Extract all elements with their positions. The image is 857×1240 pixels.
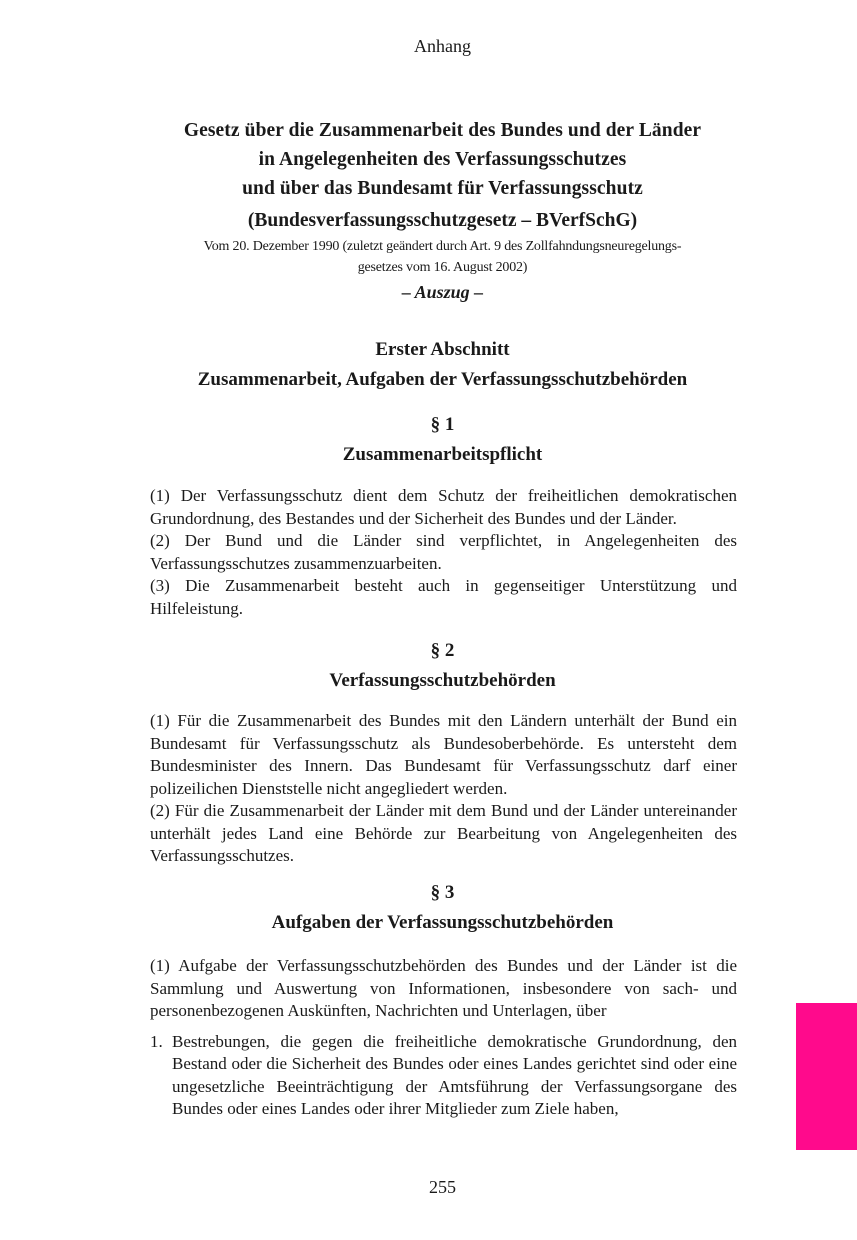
list-item bbox=[150, 1031, 737, 1121]
paragraph: (2) Der Bund und die Länder sind verpflichtet, in Angelegenheiten des Verfassungsschutzes zusammenzuarbeiten. bbox=[150, 531, 737, 573]
section-title: Zusammenarbeitspflicht bbox=[342, 444, 543, 465]
section-title: Aufgaben der Verfassungsschutzbehörden bbox=[271, 912, 614, 933]
section-body bbox=[150, 710, 737, 868]
paragraph: (1) Der Verfassungsschutz dient dem Schutz der freiheitlichen demokratischen Grundordnung, des Bestandes und der Sicherheit des Bundes und der Länder. bbox=[150, 486, 737, 528]
section-number: § 2 bbox=[430, 640, 455, 661]
section-number: § 1 bbox=[430, 414, 455, 435]
page-number: 255 bbox=[429, 1177, 456, 1197]
law-title-line: und über das Bundesamt für Verfassungsschutz bbox=[242, 178, 643, 199]
section-title: Verfassungsschutzbehörden bbox=[329, 670, 556, 691]
excerpt-label: – Auszug – bbox=[401, 282, 484, 302]
section-body bbox=[150, 955, 737, 1121]
law-abbreviation: (Bundesverfassungsschutzgesetz – BVerfSchG) bbox=[247, 210, 638, 231]
paragraph: (2) Für die Zusammenarbeit der Länder mit dem Bund und der Länder untereinander unterhält jedes Land eine Behörde zur Bearbeitung von Angelegenheiten des Verfassungsschutzes. bbox=[150, 801, 737, 865]
list-number: 1. bbox=[150, 1031, 163, 1051]
list-text: Bestrebungen, die gegen die freiheitliche demokratische Grundordnung, den Bestand oder die Sicherheit des Bundes oder eines Landes gerichtet sind oder eine ungesetzliche Beeinträchtigung der Amtsführung der Verfassungsorgane des Bundes oder eines Landes oder ihrer Mitglieder zum Ziele haben, bbox=[172, 1031, 737, 1118]
paragraph: (1) Für die Zusammenarbeit des Bundes mit den Ländern unterhält der Bund ein Bundesamt für Verfassungsschutz als Bundesoberbehörde. Es untersteht dem Bundesminister des Innern. Das Bundesamt für Verfassungsschutz darf einer polizeilichen Dienststelle nicht angegliedert werden. bbox=[150, 711, 737, 798]
section-number: § 3 bbox=[430, 882, 455, 903]
thumb-index-tab bbox=[796, 1003, 857, 1150]
paragraph: (3) Die Zusammenarbeit besteht auch in gegenseitiger Unterstützung und Hilfeleistung. bbox=[150, 576, 737, 618]
law-date-line: Vom 20. Dezember 1990 (zuletzt geändert durch Art. 9 des Zollfahndungsneuregelungs- bbox=[203, 239, 682, 254]
running-head: Anhang bbox=[414, 36, 471, 56]
chapter-title: Zusammenarbeit, Aufgaben der Verfassungsschutzbehörden bbox=[197, 369, 688, 390]
law-title-line: in Angelegenheiten des Verfassungsschutzes bbox=[258, 149, 627, 170]
law-date-line: gesetzes vom 16. August 2002) bbox=[357, 260, 528, 275]
section-body bbox=[150, 485, 737, 620]
law-title-line: Gesetz über die Zusammenarbeit des Bundes und der Länder bbox=[183, 120, 702, 141]
paragraph: (1) Aufgabe der Verfassungsschutzbehörden des Bundes und der Länder ist die Sammlung und Auswertung von Informationen, insbesondere von sach- und personenbezogenen Auskünften, Nachrichten und Unterlagen, über bbox=[150, 956, 737, 1020]
chapter-label: Erster Abschnitt bbox=[375, 339, 510, 360]
law-title-block bbox=[150, 116, 735, 304]
